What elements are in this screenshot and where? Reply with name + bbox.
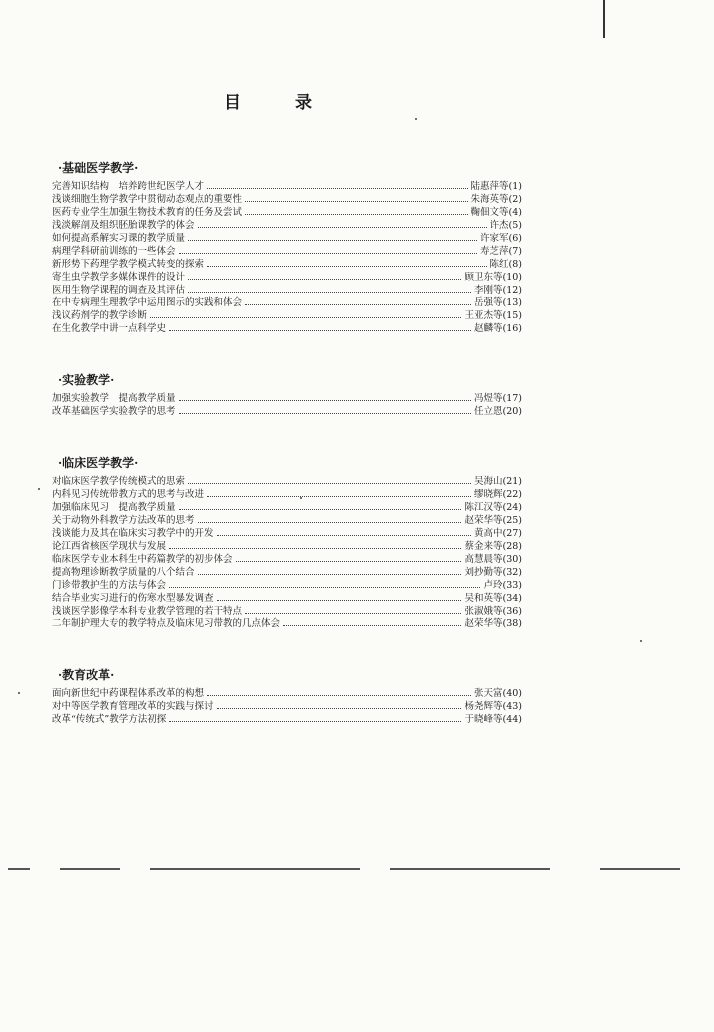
toc-entry [52,489,522,502]
entry-title: 加强临床见习 提高教学质量 [52,502,176,513]
dot-leader [198,227,487,228]
toc-section [52,372,522,419]
entry-title: 内科见习传统带教方式的思考与改进 [52,489,205,501]
dot-leader [179,253,478,254]
entry-author-page: 蔡金来等(28) [464,540,522,552]
toc-entry [52,272,522,285]
entry-title: 浅谈能力及其在临床实习教学中的开发 [52,527,214,539]
toc-entry [52,567,522,580]
entry-author-page: 黄高中(27) [473,527,522,539]
entry-title: 病理学科研前训练的一些体会 [52,245,176,257]
entry-author-page: 高慧晨等(30) [464,553,522,565]
toc-entry [52,310,522,323]
toc-entry [52,701,522,714]
entry-title: 对临床医学教学传统模式的思索 [52,476,186,488]
entry-author-page: 寿芝萍(7) [480,245,522,257]
dot-leader [169,721,461,722]
entry-author-page: 赵麟等(16) [473,323,522,335]
dot-leader [207,695,471,696]
entry-author-page: 杨尧辉等(43) [464,701,522,713]
toc-entry [52,606,522,619]
entry-author-page: 缪晓辉(22) [473,489,522,501]
entry-title: 结合毕业实习进行的伤寒水型暴发调查 [52,592,214,604]
entry-author-page: 陈江汉等(24) [464,502,522,513]
dot-leader [188,483,471,484]
bottom-rule [390,868,550,870]
entry-author-page: 于晓峰等(44) [464,714,522,726]
scan-speck [415,118,417,120]
section-heading: ·教育改革· [58,668,115,683]
dot-leader [245,613,461,614]
dot-leader [169,587,480,588]
dot-leader [169,330,471,331]
toc-entry [52,297,522,310]
entry-title: 临床医学专业本科生中药篇教学的初步体会 [52,553,233,565]
dot-leader [217,708,462,709]
entry-author-page: 顾卫东等(10) [464,271,522,283]
entry-author-page: 王亚杰等(15) [464,310,522,322]
toc-entry [52,393,522,406]
dot-leader [245,304,471,305]
entry-author-page: 刘抄勤等(32) [464,566,522,578]
toc-entry [52,233,522,246]
toc-entry [52,181,522,194]
entry-title: 论江西省核医学现状与发展 [52,540,167,552]
entry-title: 关于动物外科教学方法改革的思考 [52,514,195,526]
toc-entry [52,220,522,233]
entry-author-page: 张天富(40) [473,688,522,700]
entry-author-page: 冯煜等(17) [473,393,522,405]
toc-entry [52,618,522,631]
toc-entry [52,593,522,606]
entry-title: 提高物理诊断教学质量的八个结合 [52,566,195,578]
dot-leader [188,240,477,241]
entry-title: 加强实验教学 提高教学质量 [52,393,176,405]
toc-entry [52,502,522,515]
scan-speck [38,488,40,490]
toc-section [52,667,522,727]
entry-title: 改革“传统式”教学方法初探 [52,714,167,726]
toc-entry [52,259,522,272]
entry-title: 寄生虫学教学多媒体课件的设计 [52,271,186,283]
entry-author-page: 李刚等(12) [473,284,522,296]
entry-title: 改革基础医学实验教学的思考 [52,406,176,418]
page-title: 目 录 [224,93,336,113]
toc-section [52,455,522,631]
section-heading: ·基础医学教学· [58,161,139,175]
dot-leader [217,600,462,601]
entry-author-page: 陆惠萍等(1) [470,181,522,192]
dot-leader [245,214,468,215]
entry-title: 面向新世纪中药课程体系改革的构想 [52,688,205,700]
dot-leader [179,509,462,510]
toc-entry [52,207,522,220]
section-heading: ·实验教学· [58,373,115,388]
bottom-rule [600,868,680,870]
dot-leader [236,561,462,562]
dot-leader [207,266,487,267]
page-edge-line [603,0,605,38]
dot-leader [188,292,471,293]
entry-author-page: 岳强等(13) [473,297,522,309]
entry-author-page: 吴和英等(34) [464,592,522,604]
entry-author-page: 张淑娥等(36) [464,605,522,617]
bottom-rule [150,868,360,870]
dot-leader [150,317,461,318]
toc-entry [52,554,522,567]
toc-entry [52,246,522,259]
entry-title: 门诊带教护生的方法与体会 [52,579,167,591]
entry-title: 浅议药剂学的教学诊断 [52,310,148,322]
entry-author-page: 许家军(6) [480,232,522,244]
entry-author-page: 陈红(8) [489,258,522,270]
entry-author-page: 鞠佃文等(4) [470,206,522,218]
toc-entry [52,541,522,554]
scan-speck [18,692,20,694]
dot-leader [217,535,471,536]
entry-title: 如何提高系解实习课的教学质量 [52,232,186,244]
toc-entry [52,580,522,593]
toc-entry [52,476,522,489]
entry-title: 对中等医学教育管理改革的实践与探讨 [52,701,214,713]
entry-title: 二年制护理大专的教学特点及临床见习带教的几点体会 [52,618,281,630]
entry-title: 浅淡解剖及组织胚胎课教学的体会 [52,219,195,231]
entry-author-page: 赵荣华等(25) [464,514,522,526]
entry-author-page: 任立恩(20) [473,406,522,418]
dot-leader [188,279,461,280]
entry-author-page: 赵荣华等(38) [464,618,522,630]
bottom-rule [8,868,30,870]
toc-entry [52,515,522,528]
dot-leader [169,548,461,549]
toc-entry [52,688,522,701]
toc-section [52,160,522,336]
toc-entry [52,285,522,298]
dot-leader [245,201,468,202]
scan-speck [300,497,302,499]
entry-title: 浅谈细胞生物学教学中贯彻动态观点的重要性 [52,193,243,205]
entry-author-page: 朱海英等(2) [470,193,522,205]
entry-title: 在中专病理生理教学中运用图示的实践和体会 [52,297,243,309]
entry-author-page: 许杰(5) [489,219,522,231]
entry-author-page: 吴海山(21) [473,476,522,488]
entry-title: 医用生物学课程的调查及其评估 [52,284,186,296]
entry-title: 在生化教学中讲一点科学史 [52,323,167,335]
entry-title: 浅谈医学影像学本科专业教学管理的若干特点 [52,605,243,617]
bottom-rule [60,868,120,870]
section-heading: ·临床医学教学· [58,456,139,471]
entry-title: 完善知识结构 培养跨世纪医学人才 [52,181,205,192]
scan-speck [640,640,642,642]
entry-title: 新形势下药理学教学模式转变的探索 [52,258,205,270]
dot-leader [179,400,471,401]
dot-leader [207,188,468,189]
toc-entry [52,714,522,727]
dot-leader [198,522,462,523]
table-of-contents [52,160,522,763]
entry-title: 医药专业学生加强生物技术教育的任务及尝试 [52,206,243,218]
dot-leader [198,574,462,575]
toc-entry [52,323,522,336]
toc-entry [52,406,522,419]
dot-leader [179,413,471,414]
toc-entry [52,194,522,207]
toc-entry [52,528,522,541]
entry-author-page: 卢玲(33) [483,579,522,591]
dot-leader [207,496,471,497]
dot-leader [283,625,461,626]
